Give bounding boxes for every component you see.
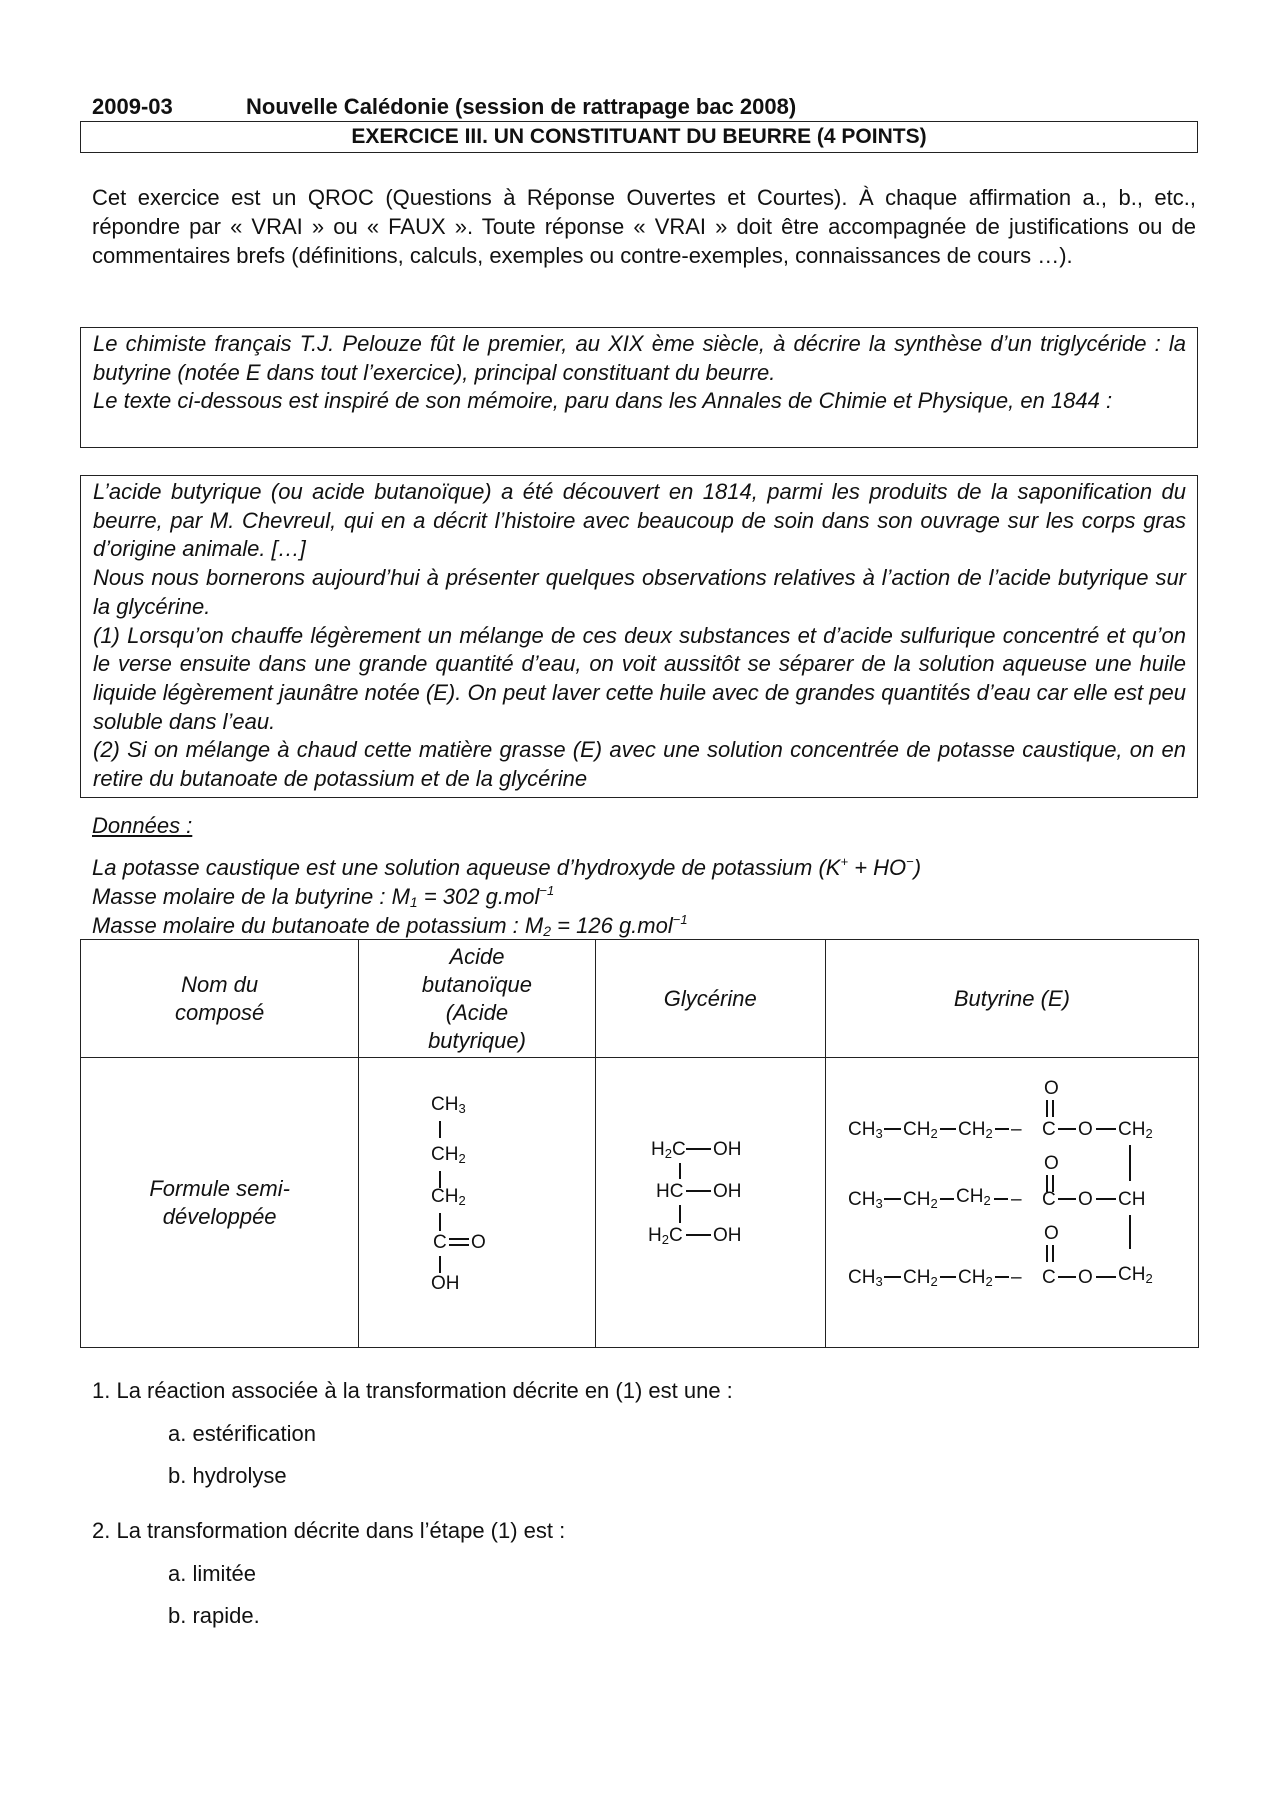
svg-text:O: O bbox=[1077, 1188, 1093, 1210]
data-line-potash: La potasse caustique est une solution aqueuse d’hydroxyde de potassium (K+ + HO−) bbox=[92, 854, 922, 880]
svg-text:CH2: CH2 bbox=[957, 1266, 993, 1289]
compounds-table bbox=[80, 939, 1199, 1348]
context-paragraph-2: Le texte ci-dessous est inspiré de son mémoire, paru dans les Annales de Chimie et Physique, en 1844 : bbox=[93, 388, 1113, 414]
svg-text:O: O bbox=[1043, 1152, 1059, 1174]
row-label-cell: Formule semi-développée bbox=[81, 1058, 359, 1348]
butanoic-acid-structure bbox=[359, 1059, 594, 1347]
butyrin-structure bbox=[826, 1059, 1198, 1347]
svg-text:CH3: CH3 bbox=[431, 1093, 467, 1116]
svg-text:CH2: CH2 bbox=[902, 1188, 938, 1211]
butyrin-formula-cell bbox=[825, 1058, 1198, 1348]
svg-text:CH3: CH3 bbox=[847, 1118, 883, 1141]
question-1-option-b: b. hydrolyse bbox=[168, 1463, 287, 1488]
excerpt-box bbox=[80, 475, 1198, 798]
header-cell: Glycérine bbox=[595, 940, 825, 1058]
excerpt-paragraph-2: Nous nous bornerons aujourd’hui à présenter quelques observations relatives à l’action de l’acide butyrique sur la glycérine. bbox=[93, 565, 1186, 619]
glycerol-formula-cell bbox=[595, 1058, 825, 1348]
data-list bbox=[92, 853, 921, 940]
header-cell: Acide butanoïque (Acide butyrique) bbox=[359, 940, 595, 1058]
svg-text:C: C bbox=[433, 1231, 448, 1253]
exercise-title: EXERCICE III. UN CONSTITUANT DU BEURRE (4 POINTS) bbox=[80, 121, 1198, 153]
svg-text:OH: OH bbox=[712, 1138, 742, 1160]
question-2: 2. La transformation décrite dans l’étape (1) est : bbox=[92, 1518, 566, 1543]
svg-text:C: C bbox=[1041, 1118, 1056, 1140]
context-paragraph-1: Le chimiste français T.J. Pelouze fût le premier, au XIX ème siècle, à décrire la synthèse d’un triglycéride : la butyrine (notée E dans tout l’exercice), principal constituant du beurre. bbox=[93, 331, 1186, 385]
svg-text:OH: OH bbox=[712, 1224, 742, 1246]
data-line-butanoate-mass: Masse molaire du butanoate de potassium : $M_2 = 126$ g.mol$^{-1}$ bbox=[92, 912, 688, 939]
svg-text:H2C: H2C bbox=[647, 1224, 683, 1247]
svg-text:CH2: CH2 bbox=[955, 1185, 991, 1208]
svg-text:CH2: CH2 bbox=[431, 1143, 467, 1166]
excerpt-paragraph-3: (1) Lorsqu’on chauffe légèrement un mélange de ces deux substances et d’acide sulfurique concentré et qu’on le verse ensuite dans une grande quantité d’eau, on voit aussitôt se séparer de la solution aqueuse une huile liquide légèrement jaunâtre notée (E). On peut laver cette huile avec de grandes quantités d’eau car elle est peu soluble dans l’eau. bbox=[93, 622, 1186, 734]
data-title: Données : bbox=[92, 813, 193, 838]
data-line-butyrin-mass: Masse molaire de la butyrine : $M_1 = 302$ g.mol$^{-1}$ bbox=[92, 883, 555, 910]
document-code: 2009-03 bbox=[92, 94, 173, 119]
svg-text:CH: CH bbox=[1117, 1188, 1146, 1210]
excerpt-paragraph-4: (2) Si on mélange à chaud cette matière grasse (E) avec une solution concentrée de potasse caustique, on en retire du butanoate de potassium et de la glycérine bbox=[93, 737, 1186, 792]
svg-text:–: – bbox=[1010, 1266, 1022, 1288]
table-formula-row bbox=[81, 1058, 1199, 1348]
svg-text:CH2: CH2 bbox=[902, 1266, 938, 1289]
svg-text:H2C: H2C bbox=[650, 1138, 686, 1161]
svg-text:O: O bbox=[471, 1231, 487, 1253]
intro-paragraph: Cet exercice est un QROC (Questions à Réponse Ouvertes et Courtes). À chaque affirmation a., b., etc., répondre par « VRAI » ou « FAUX ». Toute réponse « VRAI » doit être accompagnée de justifications ou de commentaires brefs (définitions, calculs, exemples ou contre-exemples, connaissances de cours …). bbox=[92, 185, 1196, 268]
question-2-option-b: b. rapide. bbox=[168, 1603, 260, 1628]
context-box bbox=[80, 327, 1198, 448]
svg-text:C: C bbox=[1041, 1188, 1056, 1210]
svg-text:CH3: CH3 bbox=[847, 1188, 883, 1211]
question-2-option-a: a. limitée bbox=[168, 1561, 257, 1586]
glycerol-structure bbox=[596, 1059, 825, 1347]
svg-text:O: O bbox=[1043, 1077, 1059, 1099]
question-1-option-a: a. estérification bbox=[168, 1421, 316, 1446]
svg-text:O: O bbox=[1077, 1118, 1093, 1140]
svg-text:–: – bbox=[1010, 1188, 1022, 1210]
svg-text:CH2: CH2 bbox=[1117, 1118, 1153, 1141]
svg-text:OH: OH bbox=[712, 1180, 742, 1202]
svg-text:O: O bbox=[1043, 1222, 1059, 1244]
header-cell: Nom du composé bbox=[81, 940, 359, 1058]
svg-text:C: C bbox=[1041, 1266, 1056, 1288]
svg-text:–: – bbox=[1010, 1118, 1022, 1140]
table-header-row bbox=[81, 940, 1199, 1058]
svg-text:HC: HC bbox=[655, 1180, 684, 1202]
svg-text:O: O bbox=[1077, 1266, 1093, 1288]
question-1: 1. La réaction associée à la transformation décrite en (1) est une : bbox=[92, 1378, 733, 1403]
header-cell: Butyrine (E) bbox=[825, 940, 1198, 1058]
acid-formula-cell bbox=[359, 1058, 595, 1348]
session-title: Nouvelle Calédonie (session de rattrapage bac 2008) bbox=[246, 94, 797, 119]
svg-text:CH2: CH2 bbox=[1117, 1263, 1153, 1286]
svg-text:CH3: CH3 bbox=[847, 1266, 883, 1289]
svg-text:CH2: CH2 bbox=[957, 1118, 993, 1141]
svg-text:CH2: CH2 bbox=[902, 1118, 938, 1141]
svg-text:OH: OH bbox=[431, 1272, 460, 1294]
svg-text:CH2: CH2 bbox=[431, 1185, 467, 1208]
excerpt-paragraph-1: L’acide butyrique (ou acide butanoïque) a été découvert en 1814, parmi les produits de la saponification du beurre, par M. Chevreul, qui en a décrit l’histoire avec beaucoup de soin dans son ouvrage sur les corps gras d’origine animale. […] bbox=[93, 479, 1186, 562]
